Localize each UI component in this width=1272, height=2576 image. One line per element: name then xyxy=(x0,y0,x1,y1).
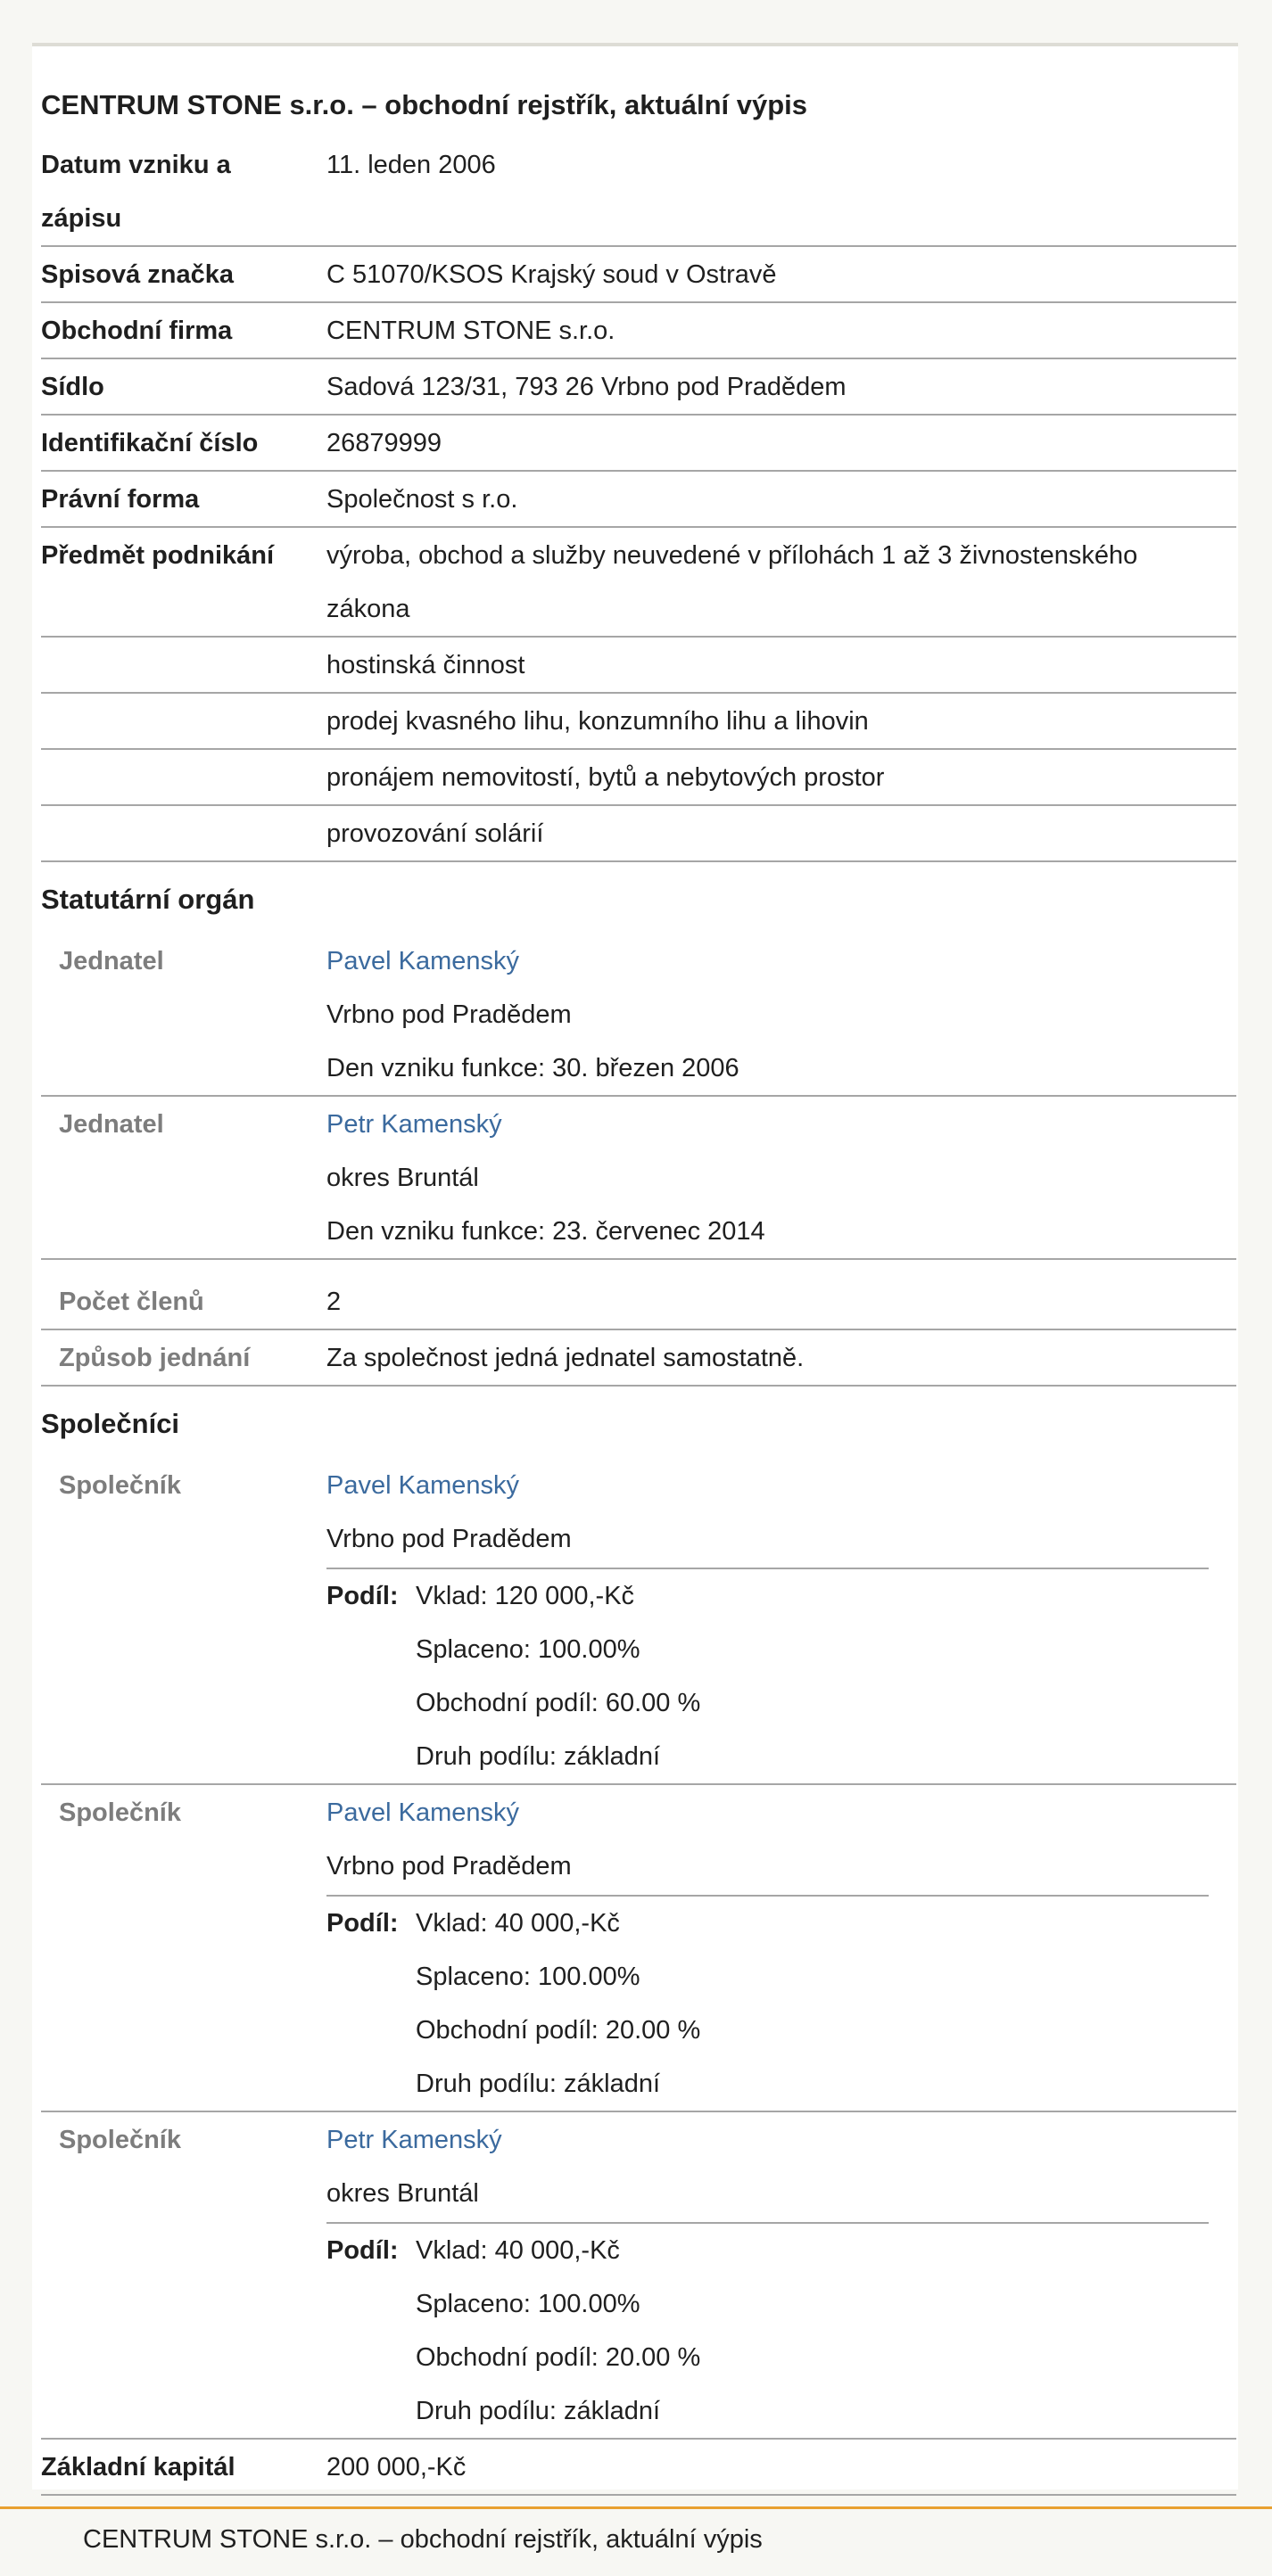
row-zpusob-jednani xyxy=(41,1330,1236,1387)
spolecnik-place: okres Bruntál xyxy=(326,2179,479,2208)
row-predmet-5 xyxy=(41,806,1236,862)
predmet-label: Předmět podnikání xyxy=(41,541,275,570)
datum-label-line-1: Datum vzniku a xyxy=(41,151,231,179)
pocet-label: Počet členů xyxy=(59,1288,204,1316)
spolecnik-name-link[interactable]: Petr Kamenský xyxy=(326,2126,502,2154)
firma-value: CENTRUM STONE s.r.o. xyxy=(326,317,615,345)
spolecnik-row xyxy=(41,1458,1236,1785)
row-obchodni-firma xyxy=(41,303,1236,359)
jednatel-since: Den vzniku funkce: 23. červenec 2014 xyxy=(326,1217,765,1246)
podil-druh: Druh podílu: základní xyxy=(416,1742,661,1771)
sidlo-value: Sadová 123/31, 793 26 Vrbno pod Pradědem xyxy=(326,373,847,401)
spolecnik-role: Společník xyxy=(59,1798,181,1827)
forma-label: Právní forma xyxy=(41,485,200,514)
row-pravni-forma xyxy=(41,472,1236,528)
predmet-item-line-2: zákona xyxy=(326,595,410,623)
spis-value: C 51070/KSOS Krajský soud v Ostravě xyxy=(326,260,777,289)
podil-obchodni: Obchodní podíl: 20.00 % xyxy=(416,2343,701,2372)
spolecnik-place: Vrbno pod Pradědem xyxy=(326,1852,572,1881)
podil-druh: Druh podílu: základní xyxy=(416,2397,661,2425)
zpusob-value: Za společnost jedná jednatel samostatně. xyxy=(326,1344,805,1372)
spolecnik-place: Vrbno pod Pradědem xyxy=(326,1525,572,1553)
row-ico xyxy=(41,416,1236,472)
kapital-value: 200 000,-Kč xyxy=(326,2453,467,2481)
row-datum-vzniku xyxy=(41,137,1236,247)
jednatel-since: Den vzniku funkce: 30. březen 2006 xyxy=(326,1054,739,1082)
spolecnik-role: Společník xyxy=(59,2126,181,2154)
predmet-item: provozování solárií xyxy=(326,819,544,848)
footer xyxy=(0,2506,1272,2576)
podil-vklad: Vklad: 40 000,-Kč xyxy=(416,2236,620,2265)
spolecnik-name-link[interactable]: Pavel Kamenský xyxy=(326,1471,519,1500)
podil-splaceno: Splaceno: 100.00% xyxy=(416,1963,640,1991)
row-predmet-3 xyxy=(41,694,1236,750)
spolecnici-heading: Společníci xyxy=(41,1408,180,1439)
podil-obchodni: Obchodní podíl: 20.00 % xyxy=(416,2016,701,2045)
jednatel-place: Vrbno pod Pradědem xyxy=(326,1000,572,1029)
row-zakladni-kapital xyxy=(41,2440,1236,2496)
forma-value: Společnost s r.o. xyxy=(326,485,518,514)
jednatel-row xyxy=(41,934,1236,1097)
podil-vklad: Vklad: 40 000,-Kč xyxy=(416,1909,620,1938)
podil-label: Podíl: xyxy=(326,1582,399,1610)
row-predmet-1 xyxy=(41,528,1236,638)
jednatel-role: Jednatel xyxy=(59,947,164,975)
datum-label xyxy=(41,137,326,245)
podil-obchodni: Obchodní podíl: 60.00 % xyxy=(416,1689,701,1717)
registry-extract xyxy=(41,73,1236,2496)
row-sidlo xyxy=(41,359,1236,416)
jednatel-place: okres Bruntál xyxy=(326,1164,479,1192)
predmet-item-line-1: výroba, obchod a služby neuvedené v přílohách 1 až 3 živnostenského xyxy=(326,541,1138,570)
row-spisova-znacka xyxy=(41,247,1236,303)
datum-value: 11. leden 2006 xyxy=(326,151,496,179)
zpusob-label: Způsob jednání xyxy=(59,1344,251,1372)
podil-druh: Druh podílu: základní xyxy=(416,2070,661,2098)
jednatel-name-link[interactable]: Petr Kamenský xyxy=(326,1110,502,1139)
jednatel-row xyxy=(41,1097,1236,1260)
spolecnik-role: Společník xyxy=(59,1471,181,1500)
ico-value: 26879999 xyxy=(326,429,442,457)
podil-splaceno: Splaceno: 100.00% xyxy=(416,1635,640,1664)
page-title: CENTRUM STONE s.r.o. – obchodní rejstřík, aktuální výpis xyxy=(41,89,808,120)
sidlo-label: Sídlo xyxy=(41,373,104,401)
row-predmet-2 xyxy=(41,638,1236,694)
podil-block xyxy=(326,1569,1236,1783)
statutarni-heading: Statutární orgán xyxy=(41,884,255,915)
ico-label: Identifikační číslo xyxy=(41,429,259,457)
jednatel-name-link[interactable]: Pavel Kamenský xyxy=(326,947,519,975)
pocet-value: 2 xyxy=(326,1288,342,1316)
predmet-item xyxy=(326,528,1236,636)
row-predmet-4 xyxy=(41,750,1236,806)
podil-label: Podíl: xyxy=(326,1909,399,1938)
podil-block xyxy=(326,2224,1236,2438)
footer-text: CENTRUM STONE s.r.o. – obchodní rejstřík, aktuální výpis xyxy=(83,2525,763,2554)
datum-label-line-2: zápisu xyxy=(41,204,122,233)
podil-label: Podíl: xyxy=(326,2236,399,2265)
jednatel-role: Jednatel xyxy=(59,1110,164,1139)
predmet-item: prodej kvasného lihu, konzumního lihu a lihovin xyxy=(326,707,869,736)
row-pocet-clenu xyxy=(41,1258,1236,1330)
podil-vklad: Vklad: 120 000,-Kč xyxy=(416,1582,635,1610)
predmet-item: pronájem nemovitostí, bytů a nebytových prostor xyxy=(326,763,885,792)
firma-label: Obchodní firma xyxy=(41,317,233,345)
predmet-item: hostinská činnost xyxy=(326,651,525,679)
podil-splaceno: Splaceno: 100.00% xyxy=(416,2290,640,2318)
spolecnik-row xyxy=(41,2112,1236,2440)
podil-block xyxy=(326,1897,1236,2111)
spolecnik-row xyxy=(41,1785,1236,2112)
spolecnik-name-link[interactable]: Pavel Kamenský xyxy=(326,1798,519,1827)
kapital-label: Základní kapitál xyxy=(41,2453,235,2481)
spis-label: Spisová značka xyxy=(41,260,234,289)
